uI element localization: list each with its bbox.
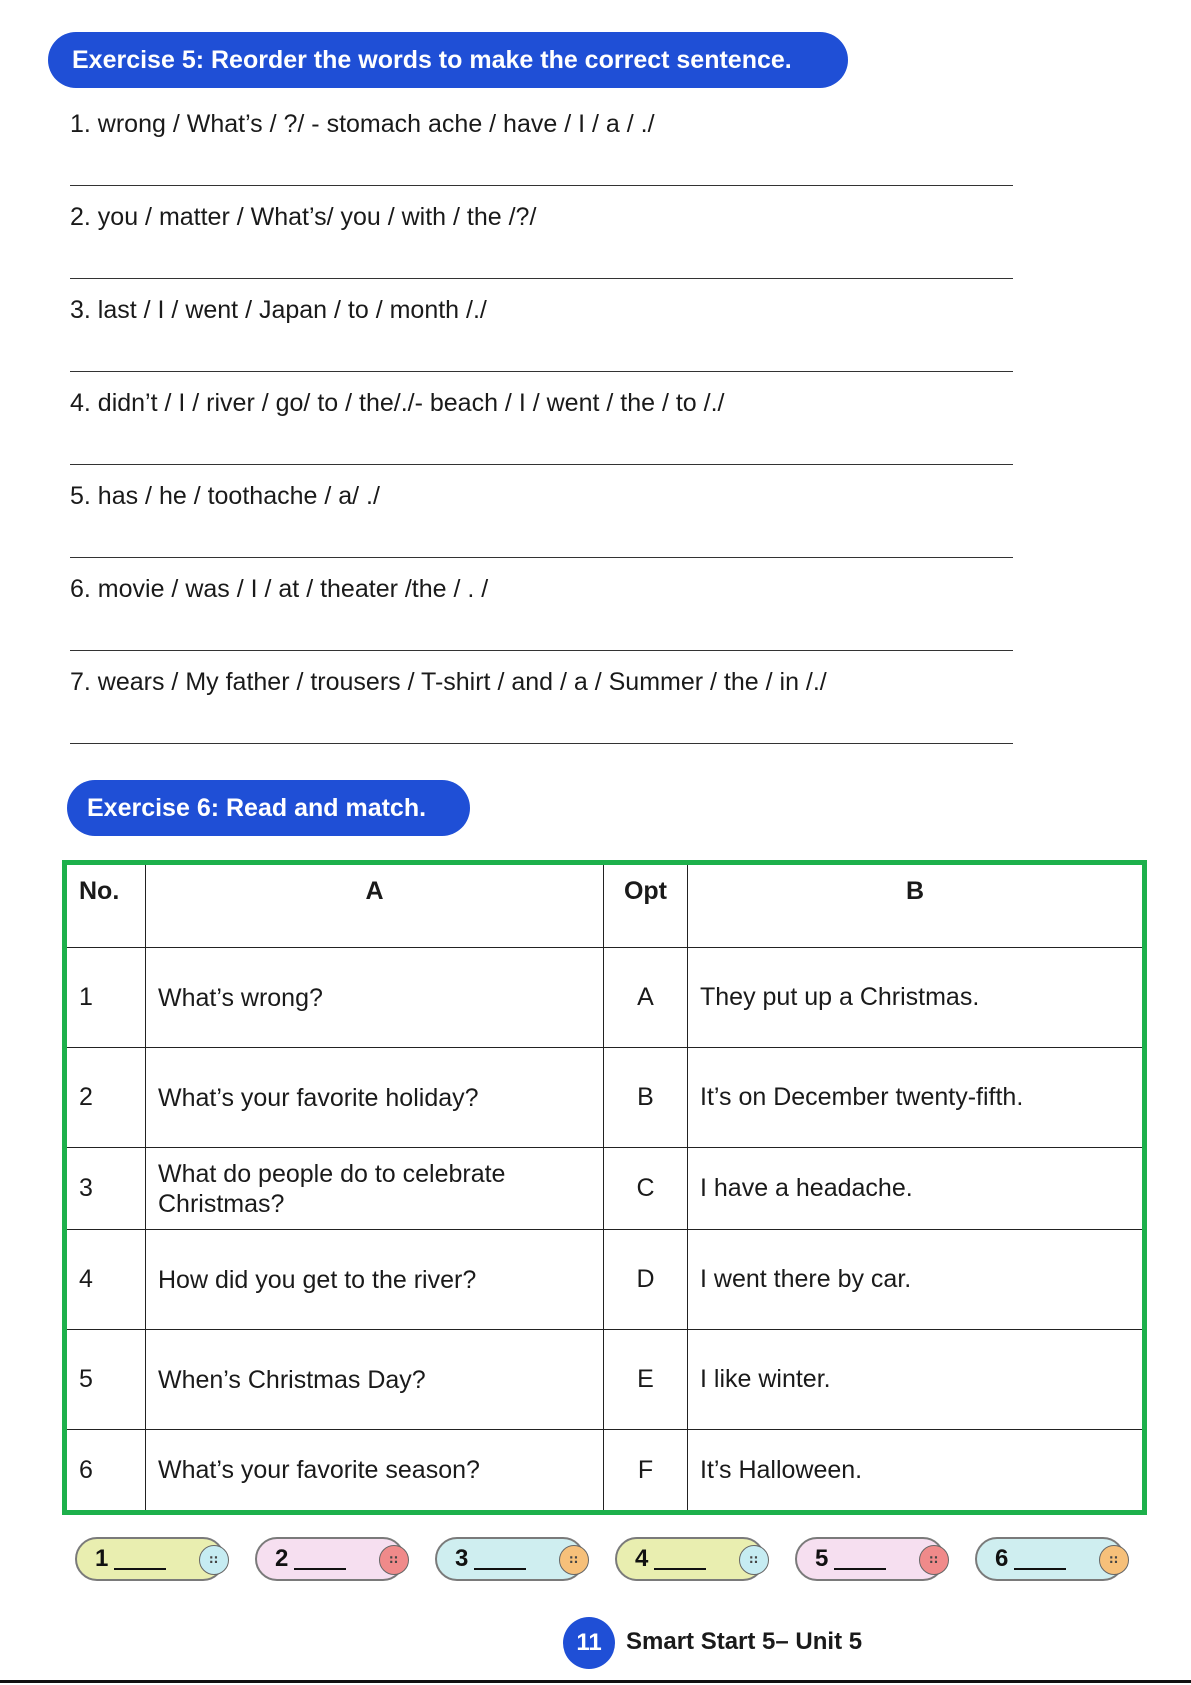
button-icon: ∷: [1099, 1545, 1129, 1575]
row-question: When’s Christmas Day?: [146, 1330, 604, 1430]
button-icon: ∷: [739, 1545, 769, 1575]
answer-line-7[interactable]: [70, 743, 1013, 744]
row-answer: It’s on December twenty-fifth.: [688, 1048, 1145, 1148]
answer-blank[interactable]: [654, 1548, 706, 1570]
exercise6-title: Exercise 6: Read and match.: [67, 780, 470, 836]
row-question: What’s wrong?: [146, 948, 604, 1048]
table-row: [65, 1148, 1145, 1230]
answer-line-5[interactable]: [70, 557, 1013, 558]
answer-blank[interactable]: [834, 1548, 886, 1570]
row-no: 3: [65, 1148, 146, 1230]
row-question: What’s your favorite holiday?: [146, 1048, 604, 1148]
page-number-badge: 11: [563, 1617, 615, 1669]
answer-line-6[interactable]: [70, 650, 1013, 651]
exercise5-item-2: 2. you / matter / What’s/ you / with / the /?/: [70, 203, 537, 231]
button-icon: ∷: [199, 1545, 229, 1575]
row-answer: I went there by car.: [688, 1230, 1145, 1330]
button-icon: ∷: [379, 1545, 409, 1575]
button-icon: ∷: [559, 1545, 589, 1575]
row-option: A: [604, 948, 688, 1048]
row-option: E: [604, 1330, 688, 1430]
answer-line-1[interactable]: [70, 185, 1013, 186]
row-option: F: [604, 1430, 688, 1513]
answer-pill-5[interactable]: [795, 1537, 945, 1581]
exercise5-item-4: 4. didn’t / I / river / go/ to / the/./- beach / I / went / the / to /./: [70, 389, 725, 417]
header-a: A: [146, 863, 604, 948]
table-row: [65, 1330, 1145, 1430]
header-b: B: [688, 863, 1145, 948]
footer-title: Smart Start 5– Unit 5: [626, 1628, 863, 1655]
exercise5-item-6: 6. movie / was / I / at / theater /the / . /: [70, 575, 489, 603]
answer-number: 5: [815, 1545, 829, 1572]
table-row: [65, 1230, 1145, 1330]
row-answer: I like winter.: [688, 1330, 1145, 1430]
answer-blank[interactable]: [114, 1548, 166, 1570]
answer-pill-4[interactable]: [615, 1537, 765, 1581]
answer-number: 1: [95, 1545, 109, 1572]
exercise5-item-7: 7. wears / My father / trousers / T-shirt / and / a / Summer / the / in /./: [70, 668, 827, 696]
exercise5-item-5: 5. has / he / toothache / a/ ./: [70, 482, 380, 510]
bottom-rule: [0, 1680, 1191, 1683]
answer-line-3[interactable]: [70, 371, 1013, 372]
row-option: C: [604, 1148, 688, 1230]
row-no: 6: [65, 1430, 146, 1513]
answer-blank[interactable]: [1014, 1548, 1066, 1570]
button-icon: ∷: [919, 1545, 949, 1575]
table-row: [65, 1430, 1145, 1513]
header-opt: Opt: [604, 863, 688, 948]
row-no: 5: [65, 1330, 146, 1430]
header-no: No.: [65, 863, 146, 948]
answer-pill-6[interactable]: [975, 1537, 1125, 1581]
row-no: 2: [65, 1048, 146, 1148]
exercise5-item-1: 1. wrong / What’s / ?/ - stomach ache / have / I / a / ./: [70, 110, 655, 138]
answer-line-4[interactable]: [70, 464, 1013, 465]
table-header-row: [65, 863, 1145, 948]
row-answer: They put up a Christmas.: [688, 948, 1145, 1048]
exercise5-title: Exercise 5: Reorder the words to make the correct sentence.: [48, 32, 848, 88]
row-option: B: [604, 1048, 688, 1148]
answer-pill-1[interactable]: [75, 1537, 225, 1581]
row-answer: I have a headache.: [688, 1148, 1145, 1230]
answer-blank[interactable]: [474, 1548, 526, 1570]
answer-number: 3: [455, 1545, 469, 1572]
answer-number: 6: [995, 1545, 1009, 1572]
row-answer: It’s Halloween.: [688, 1430, 1145, 1513]
answer-pill-3[interactable]: [435, 1537, 585, 1581]
exercise5-item-3: 3. last / I / went / Japan / to / month /./: [70, 296, 487, 324]
row-question: What’s your favorite season?: [146, 1430, 604, 1513]
table-row: [65, 1048, 1145, 1148]
answer-line-2[interactable]: [70, 278, 1013, 279]
row-no: 1: [65, 948, 146, 1048]
row-question: How did you get to the river?: [146, 1230, 604, 1330]
match-table: [62, 860, 1147, 1515]
answer-number: 2: [275, 1545, 289, 1572]
answer-number: 4: [635, 1545, 649, 1572]
row-no: 4: [65, 1230, 146, 1330]
row-question: What do people do to celebrate Christmas?: [146, 1148, 604, 1230]
answer-blank[interactable]: [294, 1548, 346, 1570]
table-row: [65, 948, 1145, 1048]
row-option: D: [604, 1230, 688, 1330]
answer-pill-2[interactable]: [255, 1537, 405, 1581]
